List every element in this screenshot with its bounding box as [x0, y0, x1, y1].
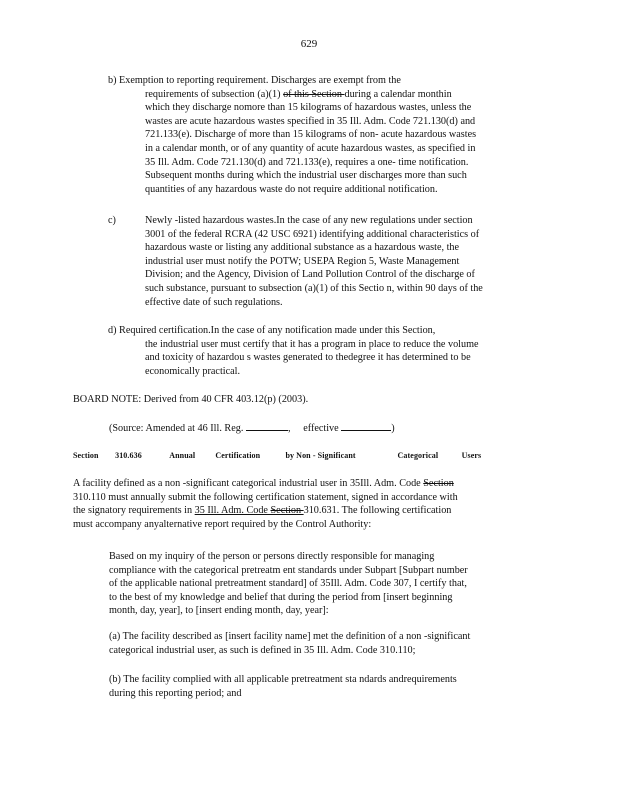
item-c-line: such substance, pursuant to subsection (a)(1) of this Sectio n, within 90 days of the [145, 282, 483, 294]
statement-line: month, day, year], to [insert ending month, day, year]: [109, 605, 329, 617]
section-number: 310.636 [115, 451, 142, 460]
certification-statement-b [109, 673, 539, 700]
item-c-line: effective date of such regulations. [145, 296, 283, 308]
item-c-paragraph [145, 214, 541, 309]
item-b-line [108, 88, 538, 102]
item-d-line: economically practical. [145, 365, 241, 377]
deleted-text: of this Section [283, 88, 345, 100]
item-b-line: in a calendar month, or of any quantity of acute hazardous wastes, as specified in [145, 142, 476, 154]
item-b-line: b) Exemption to reporting requirement. Discharges are exempt from the [108, 75, 401, 86]
certification-statement-a [109, 630, 539, 657]
item-b-paragraph [108, 74, 538, 196]
statement-line: Based on my inquiry of the person or persons directly responsible for managing [109, 551, 435, 562]
paragraph-line [73, 504, 533, 518]
section-title-word: Categorical [397, 451, 439, 460]
item-d-line: and toxicity of hazardou s wastes generated to thedegree it has determined to be [145, 352, 471, 364]
certification-paragraph [73, 477, 533, 531]
source-effective: effective [303, 423, 339, 434]
statement-line: (b) The facility complied with all applicable pretreatment sta ndards andrequirements [109, 674, 457, 685]
source-close: ) [391, 423, 395, 434]
item-c-line: hazardous waste or listing any additional substance as a hazardous waste, the [145, 242, 460, 254]
deleted-text: Section [270, 505, 304, 517]
item-c-line: Newly -listed hazardous wastes.In the case of any new regulations under section [145, 215, 473, 226]
inserted-text [195, 505, 304, 516]
statement-line: to the best of my knowledge and belief that during the period from [insert beginning [109, 591, 453, 603]
paragraph-line [73, 477, 533, 491]
section-heading [73, 449, 493, 463]
section-label: Section [73, 451, 99, 460]
statement-line: compliance with the categorical pretreatm ent standards under Subpart [Subpart number [109, 564, 468, 576]
item-b-line: quantities of any hazardous waste do not require additional notification. [145, 183, 438, 195]
paragraph-line: must accompany anyalternative report required by the Control Authority: [73, 518, 372, 530]
effective-date-blank [341, 420, 391, 431]
section-title-word: Annual [169, 451, 196, 460]
board-note: BOARD NOTE: Derived from 40 CFR 403.12(p) (2003). [73, 394, 309, 405]
item-b-line: wastes are acute hazardous wastes specified in 35 Ill. Adm. Code 721.130(d) and [145, 115, 476, 127]
page-number: 629 [300, 38, 318, 50]
deleted-text: Section [423, 478, 454, 489]
item-b-line: Subsequent months during which the industrial user discharges more than such [145, 170, 467, 182]
statement-line: categorical industrial user, as such is defined in 35 Ill. Adm. Code 310.110; [109, 644, 416, 656]
certification-statement-intro [109, 550, 539, 618]
statement-line: (a) The facility described as [insert facility name] met the definition of a non -significant [109, 631, 471, 642]
inserted-text-part: 35 Ill. Adm. Code [194, 505, 271, 517]
section-title-word: by Non - Significant [285, 451, 356, 460]
item-c-label: c) [108, 215, 116, 226]
source-comma: , [287, 423, 291, 434]
section-title-word: Users [461, 451, 482, 460]
item-c-line: industrial user must notify the POTW; USEPA Region 5, Waste Management [145, 255, 460, 267]
source-note [109, 420, 449, 436]
item-d-line: d) Required certification.In the case of any notification made under this Section, [108, 325, 436, 336]
section-title-word: Certification [215, 451, 261, 460]
register-page-blank [246, 420, 288, 431]
item-b-line: 35 Ill. Adm. Code 721.130(d) and 721.133(e), requires a one- time notification. [145, 156, 469, 168]
item-d-paragraph [108, 324, 538, 378]
statement-line: during this reporting period; and [109, 687, 242, 699]
source-prefix: (Source: Amended at 46 Ill. Reg. [109, 423, 244, 434]
item-d-line: the industrial user must certify that it has a program in place to reduce the volume [145, 338, 479, 350]
item-b-line-text: during a calendar monthin [344, 88, 452, 100]
item-b-line: which they discharge nomore than 15 kilograms of hazardous wastes, unless the [145, 102, 472, 114]
paragraph-line: 310.110 must annually submit the following certification statement, signed in accordance with [73, 491, 458, 503]
item-b-line: 721.133(e). Discharge of more than 15 kilograms of non- acute hazardous wastes [145, 129, 477, 141]
item-c-line: 3001 of the federal RCRA (42 USC 6921) identifying additional characteristics of [145, 228, 480, 240]
paragraph-text: the signatory requirements in [73, 505, 195, 517]
item-c-line: Division; and the Agency, Division of Land Pollution Control of the discharge of [145, 269, 475, 281]
item-b-line-text: requirements of subsection (a)(1) [145, 88, 284, 100]
paragraph-text: A facility defined as a non -significant categorical industrial user in 35Ill. Adm. Code [73, 478, 424, 489]
statement-line: of the applicable national pretreatment standard] of 35Ill. Adm. Code 307, I certify that, [109, 578, 467, 590]
paragraph-text: 310.631. The following certification [303, 505, 452, 517]
